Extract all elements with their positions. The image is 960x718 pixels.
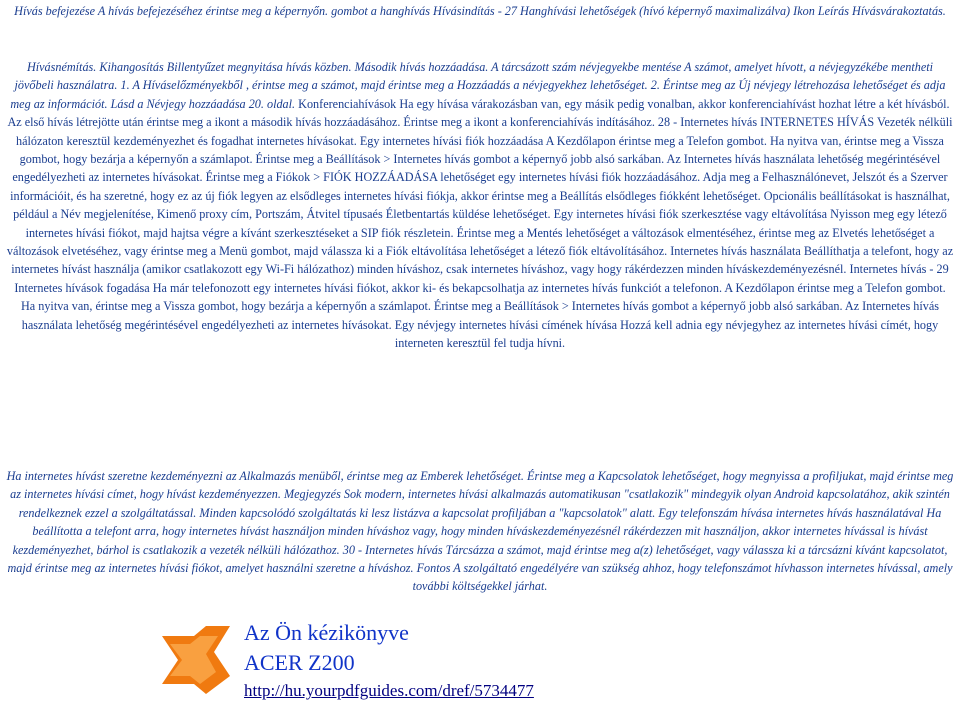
manual-model-link[interactable]: ACER Z200 xyxy=(244,650,355,675)
manual-title-link[interactable]: Az Ön kézikönyve xyxy=(244,620,409,645)
final-paragraph: Ha internetes hívást szeretne kezdeményezni az Alkalmazás menüből, érintse meg az Emberek lehetőséget. Érintse meg a Kapcsolatok lehetőséget, hogy megnyissa a profiljukat, majd érintse meg az internetes hívási címet, hogy hívást kezdeményezzen. Megjegyzés Sok modern, internetes hívási alkalmazás automatikusan "csatlakozik" mindegyik olyan Android kapcsolatához, akik szintén rendelkeznek ezzel a szolgáltatással. Minden kapcsolódó szolgáltatás ki lesz listázva a kapcsolat profiljában a "kapcsolatok" alatt. Egy telefonszám hívása internetes hívás használatával Ha beállította a telefont arra, hogy internetes hívást használjon minden híváshoz vagy, hogy minden híváskezdeményezésnél rákérdezzen mit használjon, akkor internetes hívással is hívást kezdeményezhet, bárhol is csatlakozik a vezeték nélküli hálózathoz. 30 - Internetes hívás Tárcsázza a számot, majd érintse meg a(z) lehetőséget, vagy válassza ki a tárcsázni kívánt kapcsolatot, majd érintse meg az internetes hívási fiókot, amelyet használni szeretne a híváshoz. Fontos A szolgáltató engedélyére van szükség ahhoz, hogy telefonszámot hívhasson internetes hívással, amely további költségekkel járhat. xyxy=(6,469,954,594)
main-paragraph xyxy=(6,58,954,353)
intro-paragraph: Hívás befejezése A hívás befejezéséhez érintse meg a képernyőn. gombot a hanghívás Hívásindítás - 27 Hanghívási lehetőségek (hívó képernyő maximalizálva) Ikon Leírás Hívásvárakoztatás. xyxy=(14,4,946,18)
main-paragraph-normal: Konferenciahívások Ha egy hívása várakozásban van, egy másik pedig vonalban, akkor konferenciahívást hozhat létre a két hívásból. Az első hívás létrejötte után érintse meg a ikont a második hívás hozzáadásához. Érintse meg a ikont a konferenciahívás indításához. 28 - Internetes hívás INTERNETES HÍVÁS Vezeték nélküli hálózaton keresztül kezdeményezhet és fogadhat internetes hívásokat. Egy internetes hívási fiók hozzáadása A Kezdőlapon érintse meg a Telefon gombot. Ha nyitva van, érintse meg a Vissza gombot, hogy bezárja a képernyőn a számlapot. Érintse meg a Beállítások > Internetes hívás gombot a képernyő jobb alsó sarkában. Az Internetes hívás használata lehetőség megérintésével engedélyezheti az internetes hívásokat. Érintse meg a Fiókok > FIÓK HOZZÁADÁSA lehetőséget egy internetes hívási fiók hozzáadásához. Adja meg a Felhasználónevet, Jelszót és a Szerver információit, és ha szeretné, hogy ez az új fiók legyen az elsődleges internetes hívási fiókja, akkor érintse meg a Beállítás elsődleges fiókként lehetőséget. Opcionális beállításokat is használhat, például a Név megjelenítése, Kimenő proxy cím, Portszám, Átvitel típusaés Életbentartás küldése lehetőséget. Egy internetes hívási fiók szerkesztése vagy eltávolítása Nyisson meg egy létező internetes hívási fiókot, majd hajtsa végre a kívánt szerkesztéseket a SIP fiók részletein. Érintse meg a Mentés lehetőséget a változások elmentéséhez, érintse meg az Elvetés lehetőséget a változások elvetéséhez, vagy érintse meg a Menü gombot, majd válassza ki a Fiók eltávolítása lehetőséget a létező fiók eltávolításához. Internetes hívás használata Beállíthatja a telefont, hogy az internetes hívást használja (amikor csatlakozott egy Wi-Fi hálózathoz) minden híváshoz, csak internetes híváshoz, vagy hogy rákérdezzen minden híváskezdeményezésnél. Internetes hívás - 29 Internetes hívások fogadása Ha már telefonozott egy internetes hívási fiókot, akkor ki- és bekapcsolhatja az internetes hívás funkciót a telefonon. A Kezdőlapon érintse meg a Telefon gombot. Ha nyitva van, érintse meg a Vissza gombot, hogy bezárja a képernyőn a számlapot. Érintse meg a Beállítások > Internetes hívás gombot a képernyő jobb alsó sarkában. Az Internetes hívás használata lehetőség megérintésével engedélyezheti az internetes hívásokat. Egy névjegy internetes hívási címének hívása Hozzá kell adnia egy névjegyhez az internetes hívási címét, hogy interneten keresztül fel tudja hívni. xyxy=(6,96,954,351)
footer xyxy=(160,618,660,714)
manual-url-link[interactable]: http://hu.yourpdfguides.com/dref/5734477 xyxy=(244,681,534,700)
main-paragraph-italic: Hívásnémítás. Kihangosítás Billentyűzet megnyitása hívás közben. Második hívás hozzáadása. A tárcsázott szám névjegyekbe mentése A számot, amelyet hívott, a névjegyzékébe mentheti jövőbeli használatra. 1. A Híváselőzményekből , érintse meg a számot, majd érintse meg a Hozzáadás a névjegyekhez lehetőséget. 2. Érintse meg az Új névjegy létrehozása lehetőséget és adja meg az információt. Lásd a Névjegy hozzáadása 20. oldal. xyxy=(10,60,946,111)
pdf-guides-logo-icon xyxy=(160,624,232,696)
footer-links xyxy=(244,618,534,704)
